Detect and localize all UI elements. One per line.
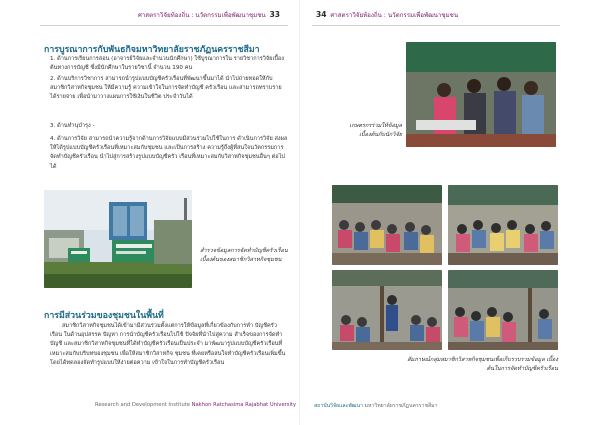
left-page-header <box>138 10 280 20</box>
meeting-photo-3 <box>332 270 442 350</box>
left-page-footer <box>95 402 296 408</box>
meeting-photo-2 <box>448 185 558 265</box>
left-footer-text: Research and Development Institute <box>95 402 192 408</box>
signboard-photo-caption: สำรวจข้อมูลการจัดทำบัญชีครัวเรือนเบื้องต้นของสมาชิกวิสาหกิจชุมชน <box>200 248 288 263</box>
farmers-photo-image <box>406 42 556 147</box>
item-academic-service: 2. ด้านบริการวิชาการ สามารถนำรูปแบบบัญชีครัวเรือนที่พัฒนาขึ้นมาได้ นำไปถ่ายทอดให้กับสมาชิกวิสาหกิจชุมชน ให้มีความรู้ ความเข้าใจในการจัดทำบัญชี ครัวเรือน และสามารถทราบรายได้รายจ่าย เพื่อนำมาวางแผนการใช้เงินในชีวิต ประจำวันได้ <box>50 76 282 101</box>
item-culture: 3. ด้านทำนุบำรุง - <box>50 123 95 129</box>
farmers-photo <box>406 42 556 147</box>
meeting-photo-2-image <box>448 185 558 265</box>
signboard-photo <box>44 190 192 288</box>
meeting-photo-1-image <box>332 185 442 265</box>
right-page-footer <box>314 402 438 410</box>
community-participation-text: สมาชิกวิสาหกิจชุมชนได้เข้ามามีส่วนร่วมตั้งแต่การให้ข้อมูลที่เกี่ยวข้องกับการทำ บัญชีครัวเรือน ในด้านอุปสรรค ปัญหา การนำบัญชีครัวเรือนไปใช้ ปัจจัยที่นำไปสู่ความ สำเร็จของการจัดทำบัญชี และสมาชิกวิสาหกิจชุมชนที่ได้ทำบัญชีครัวเรือนเป็นประจำ มาพัฒนารูปแบบบัญชีครัวเรือนที่เหมาะสมกับบริบทของชุมชน เพื่อให้สมาชิกวิสาหกิจ ชุมชน ที่เคยหรือสนใจทำบัญชีครัวเรือนเพิ่มขึ้น โดยได้ทดลองจัดทำรูปแบบให้ง่ายต่อความ เข้าใจในการทำบัญชีครัวเรือน <box>50 323 286 366</box>
right-page-number: 34 <box>316 10 327 19</box>
meeting-photo-4 <box>448 270 558 350</box>
section-title-integration: การบูรณาการกับพันธกิจมหาวิทยาลัยราชภัฏนครราชสีมา <box>44 45 260 55</box>
farmers-photo-caption: เกษตรกรร่วมให้ข้อมูลเบื้องต้นกับนักวิจัย <box>349 123 402 138</box>
left-header-rule <box>40 25 288 26</box>
signboard-photo-image <box>44 190 192 288</box>
right-header-text: ศาสตราวิจัยท้องถิ่น : นวัตกรรมเพื่อพัฒนาชุมชน <box>330 12 459 19</box>
right-footer-institute: สถาบันวิจัยและพัฒนา <box>314 403 363 409</box>
item-teaching: 1. ด้านการเรียนการสอน (อาจารย์วิจัยและจำนวนนักศึกษา) ใช้บูรณาการใน รายวิชาการวิจัยเบื้องต้นทางการบัญชี ซึ่งมีนักศึกษาในรายวิชานี้ จำนวน 190 คน <box>50 56 284 72</box>
right-page <box>300 0 600 425</box>
left-footer-university: Nakhon Ratchasima Rajabhat University <box>191 402 297 408</box>
item-research: 4. ด้านการวิจัย สามารถนำความรู้จากด้านการวิจัยแบบมีส่วนร่วมไปใช้ในการ ดำเนินการวิจัย ส่งผลให้ได้รูปแบบบัญชีครัวเรือนที่เหมาะสมกับชุมชน และเป็นการสร้าง ความรู้ถึงผู้ที่สนใจนวัตกรรมการจัดทำบัญชีครัวเรือน นำไปสู่การสร้างรูปแบบบัญชีครัว เรือนที่เหมาะสมกับวิสาหกิจชุมชนอื่นๆ ต่อไปได้ <box>50 136 288 170</box>
meeting-photo-4-image <box>448 270 558 350</box>
left-page-number: 33 <box>269 10 280 19</box>
right-footer-university: มหาวิทยาลัยราชภัฏนครราชสีมา <box>362 403 438 409</box>
section-title-community: การมีส่วนร่วมของชุมชนในพื้นที่ <box>44 311 164 321</box>
right-page-header <box>316 10 458 20</box>
meeting-photo-3-image <box>332 270 442 350</box>
right-header-rule <box>312 25 560 26</box>
left-header-text: ศาสตราวิจัยท้องถิ่น : นวัตกรรมเพื่อพัฒนาชุมชน <box>137 12 266 19</box>
meeting-photo-1 <box>332 185 442 265</box>
meeting-photos-caption: สัมภาษณ์กลุ่มสมาชิกวิสาหกิจชุมชนเพื่อเก็บรวบรวมข้อมูล เบื้องต้นในการจัดทำบัญชีครัวเรือน <box>407 357 558 372</box>
